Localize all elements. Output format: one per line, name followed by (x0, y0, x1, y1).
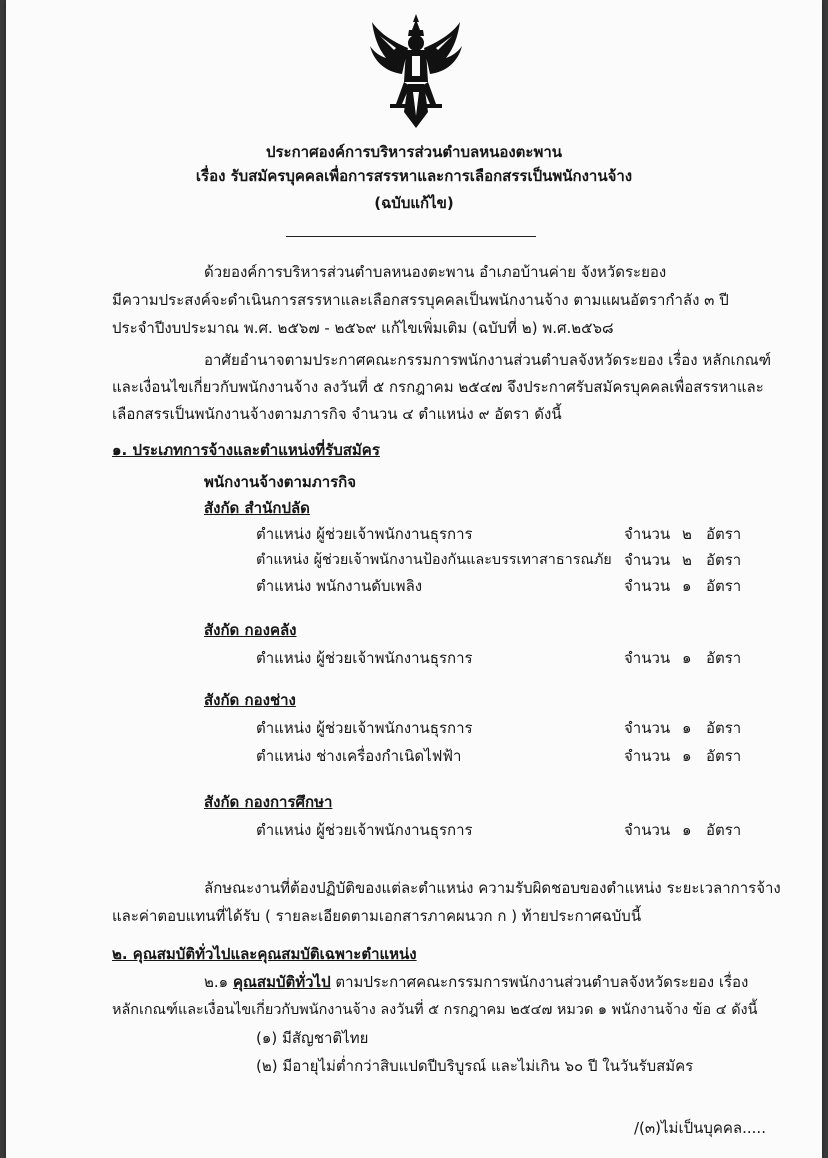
announcement-edition: (ฉบับแก้ไข) (374, 194, 454, 212)
group-name: สังกัด กองช่าง (204, 691, 296, 709)
position-count: ๑ (682, 747, 692, 765)
qualification-item-1: (๑) มีสัญชาติไทย (256, 1029, 369, 1047)
position-title: ตำแหน่ง ช่างเครื่องกำเนิดไฟฟ้า (256, 747, 462, 765)
position-count: ๑ (682, 577, 692, 595)
position-unit: อัตรา (706, 821, 742, 839)
section2-heading: ๒. คุณสมบัติทั่วไปและคุณสมบัติเฉพาะตำแหน่ง (112, 945, 417, 963)
position-count-label: จำนวน (624, 719, 671, 737)
section2-sub-line2: หลักเกณฑ์และเงื่อนไขเกี่ยวกับพนักงานจ้าง ลงวันที่ ๕ กรกฎาคม ๒๕๔๗ หมวด ๑ พนักงานจ้าง ข้อ ๔ ดังนี้ (112, 1002, 758, 1018)
position-title: ตำแหน่ง ผู้ช่วยเจ้าพนักงานธุรการ (256, 821, 473, 839)
intro-p2-line3: เลือกสรรเป็นพนักงานจ้างตามภารกิจ จำนวน ๔ ตำแหน่ง ๙ อัตรา ดังนี้ (112, 405, 562, 423)
intro-p1-line1: ด้วยองค์การบริหารส่วนตำบลหนองตะพาน อำเภอบ้านค่าย จังหวัดระยอง (204, 263, 667, 281)
position-count-label: จำนวน (624, 747, 671, 765)
title-divider (286, 236, 536, 237)
intro-p1-line2: มีความประสงค์จะดำเนินการสรรหาและเลือกสรรบุคคลเป็นพนักงานจ้าง ตามแผนอัตรากำลัง ๓ ปี (112, 291, 729, 309)
section2-sub-line1 (204, 972, 748, 992)
group-name: สังกัด กองการศึกษา (204, 793, 333, 811)
announcement-subject: เรื่อง รับสมัครบุคคลเพื่อการสรรหาและการเลือกสรรเป็นพนักงานจ้าง (195, 167, 633, 185)
position-title: ตำแหน่ง ผู้ช่วยเจ้าพนักงานป้องกันและบรรเทาสาธารณภัย (256, 552, 612, 568)
document-page (6, 0, 822, 1158)
section1-note-line1: ลักษณะงานที่ต้องปฏิบัติของแต่ละตำแหน่ง ความรับผิดชอบของตำแหน่ง ระยะเวลาการจ้าง (204, 879, 781, 897)
position-unit: อัตรา (706, 577, 742, 595)
position-count: ๑ (682, 719, 692, 737)
position-count-label: จำนวน (624, 551, 671, 569)
position-unit: อัตรา (706, 525, 742, 543)
position-title: ตำแหน่ง พนักงานดับเพลิง (256, 577, 423, 595)
position-unit: อัตรา (706, 719, 742, 737)
position-title: ตำแหน่ง ผู้ช่วยเจ้าพนักงานธุรการ (256, 525, 473, 543)
position-title: ตำแหน่ง ผู้ช่วยเจ้าพนักงานธุรการ (256, 719, 473, 737)
group-name: สังกัด กองคลัง (204, 621, 297, 639)
position-title: ตำแหน่ง ผู้ช่วยเจ้าพนักงานธุรการ (256, 649, 473, 667)
sub-heading: คุณสมบัติทั่วไป (232, 973, 331, 991)
intro-p2-line2: และเงื่อนไขเกี่ยวกับพนักงานจ้าง ลงวันที่ ๕ กรกฎาคม ๒๕๔๗ จึงประกาศรับสมัครบุคคลเพื่อสรรหาและ (112, 378, 764, 396)
employment-type: พนักงานจ้างตามภารกิจ (204, 473, 357, 491)
position-count: ๑ (682, 649, 692, 667)
position-count: ๒ (682, 551, 692, 569)
section1-heading: ๑. ประเภทการจ้างและตำแหน่งที่รับสมัคร (112, 441, 380, 459)
section1-note-line2: และค่าตอบแทนที่ได้รับ ( รายละเอียดตามเอกสารภาคผนวก ก ) ท้ายประกาศฉบับนี้ (112, 907, 642, 925)
position-count-label: จำนวน (624, 525, 671, 543)
sub-line1-rest: ตามประกาศคณะกรรมการพนักงานส่วนตำบลจังหวัดระยอง เรื่อง (335, 973, 749, 991)
sub-number: ๒.๑ (204, 973, 229, 991)
position-unit: อัตรา (706, 747, 742, 765)
position-unit: อัตรา (706, 551, 742, 569)
garuda-emblem (366, 12, 466, 130)
announcement-title: ประกาศองค์การบริหารส่วนตำบลหนองตะพาน (265, 143, 563, 161)
position-count: ๒ (682, 525, 692, 543)
position-count-label: จำนวน (624, 649, 671, 667)
continuation-note: /(๓)ไม่เป็นบุคคล..... (634, 1119, 766, 1137)
intro-p2-line1: อาศัยอำนาจตามประกาศคณะกรรมการพนักงานส่วนตำบลจังหวัดระยอง เรื่อง หลักเกณฑ์ (204, 351, 772, 369)
qualification-item-2: (๒) มีอายุไม่ต่ำกว่าสิบแปดปีบริบูรณ์ และไม่เกิน ๖๐ ปี ในวันรับสมัคร (256, 1057, 694, 1075)
intro-p1-line3: ประจำปีงบประมาณ พ.ศ. ๒๕๖๗ - ๒๕๖๙ แก้ไขเพิ่มเติม (ฉบับที่ ๒) พ.ศ.๒๕๖๘ (112, 319, 614, 337)
position-unit: อัตรา (706, 649, 742, 667)
position-count-label: จำนวน (624, 821, 671, 839)
position-count-label: จำนวน (624, 577, 671, 595)
group-name: สังกัด สำนักปลัด (204, 499, 310, 517)
position-count: ๑ (682, 821, 692, 839)
